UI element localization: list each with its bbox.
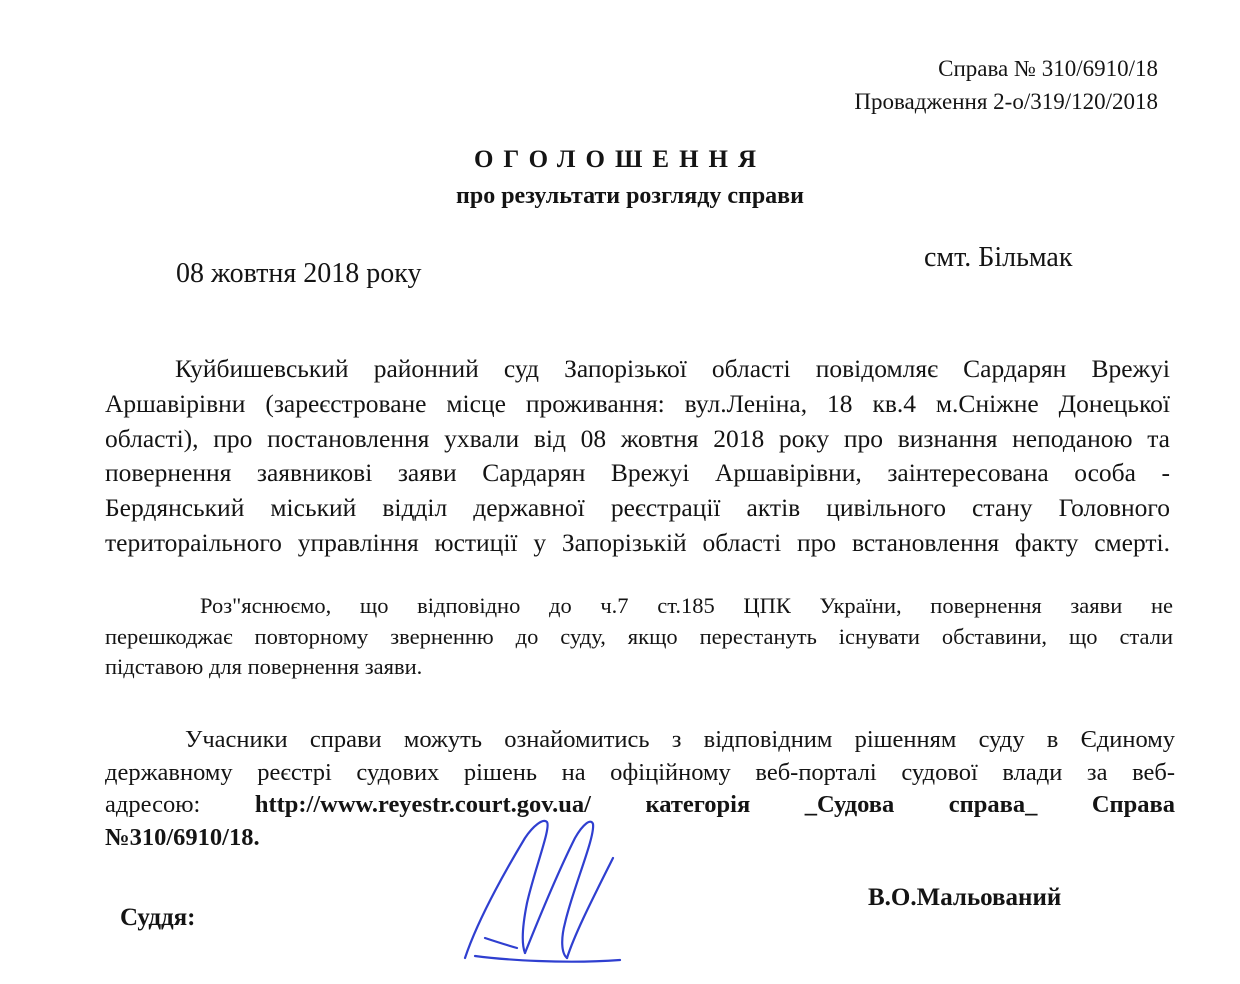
paragraph-line: перешкоджає повторному зверненню до суду, якщо перестануть існувати обставини, що стали <box>105 623 1173 649</box>
paragraph-line: Аршавірівни (зареєстроване місце проживання: вул.Леніна, 18 кв.4 м.Сніжне Донецької <box>105 388 1170 418</box>
document-subtitle: про результати розгляду справи <box>456 183 804 209</box>
document-place: смт. Більмак <box>924 242 1073 273</box>
case-reference-bold: №310/6910/18. <box>105 823 260 851</box>
registry-paragraph <box>105 724 1175 854</box>
paragraph-line: Бердянський міський відділ державної реєстрації актів цивільного стану Головного <box>105 493 1170 523</box>
paragraph-line: Учасники справи можуть ознайомитись з відповідним рішенням суду в Єдиному <box>185 726 1175 753</box>
case-reference <box>854 52 1158 118</box>
signature-icon <box>455 808 625 973</box>
paragraph-line <box>105 789 1175 822</box>
paragraph-line: підставою для повернення заяви. <box>105 654 423 679</box>
paragraph-line: Куйбишевський районний суд Запорізької області повідомляє Сардарян Врежуі <box>175 354 1170 383</box>
judge-label: Суддя: <box>120 904 196 931</box>
paragraph-line: області), про постановлення ухвали від 08 жовтня 2018 року про визнання неподаною та <box>105 423 1170 453</box>
registry-url[interactable]: http://www.reyestr.court.gov.ua/ <box>254 791 591 819</box>
notice-paragraph <box>105 352 1170 561</box>
judge-name: В.О.Мальований <box>868 884 1062 911</box>
paragraph-line: повернення заявникові заяви Сардарян Врежуі Аршавірівни, заінтересована особа - <box>105 458 1170 488</box>
clarification-paragraph <box>105 591 1173 683</box>
case-number: Справа № 310/6910/18 <box>938 56 1158 81</box>
paragraph-line: державному реєстрі судових рішень на офіційному веб-порталі судової влади за веб- <box>105 758 1175 786</box>
registry-category: категорія _Судова справа_ Справа <box>645 791 1176 819</box>
document-date: 08 жовтня 2018 року <box>176 258 422 289</box>
proceeding-number: Провадження 2-о/319/120/2018 <box>854 89 1158 114</box>
document-title: ОГОЛОШЕННЯ <box>473 146 767 173</box>
paragraph-line: Роз"яснюємо, що відповідно до ч.7 ст.185 ЦПК України, повернення заяви не <box>200 593 1173 618</box>
paragraph-line: територаільного управління юстиції у Запорізькій області про встановлення факту смерті. <box>105 527 1170 557</box>
address-label: адресою: <box>105 791 201 819</box>
